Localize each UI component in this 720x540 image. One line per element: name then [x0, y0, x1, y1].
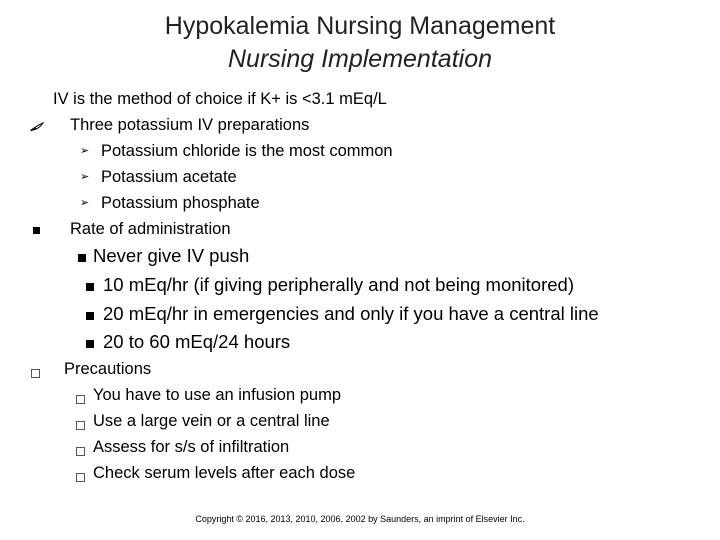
list-item: Potassium phosphate	[101, 194, 260, 212]
list-item: 20 to 60 mEq/24 hours	[103, 331, 291, 352]
arrowhead-bullet-icon: ➢	[80, 171, 90, 183]
list-item: Check serum levels after each dose	[93, 464, 356, 482]
box-bullet-icon	[76, 416, 85, 436]
square-bullet-icon	[33, 220, 40, 240]
list-item: Potassium acetate	[101, 168, 237, 186]
arrowhead-bullet-icon: ➢	[80, 145, 90, 157]
list-item: Use a large vein or a central line	[93, 412, 330, 430]
slide-title: Hypokalemia Nursing Management	[164, 12, 556, 40]
list-item: 10 mEq/hr (if giving peripherally and not being monitored)	[103, 274, 574, 295]
slide-subtitle: Nursing Implementation	[227, 45, 492, 73]
list-item: You have to use an infusion pump	[93, 386, 341, 404]
list-item: Potassium chloride is the most common	[101, 142, 393, 160]
square-bullet-icon	[86, 277, 94, 297]
list-item: IV is the method of choice if K+ is <3.1 mEq/L	[53, 90, 387, 108]
list-item: 20 mEq/hr in emergencies and only if you have a central line	[103, 303, 599, 324]
copyright-footer: Copyright © 2016, 2013, 2010, 2006, 2002 by Saunders, an imprint of Elsevier Inc.	[195, 514, 525, 524]
square-bullet-icon	[86, 306, 94, 326]
feather-bullet-icon	[30, 118, 44, 138]
box-bullet-icon	[76, 390, 85, 410]
box-bullet-icon	[76, 442, 85, 462]
list-item: Rate of administration	[70, 220, 231, 238]
square-bullet-icon	[78, 248, 86, 268]
box-bullet-icon	[31, 364, 40, 384]
arrowhead-bullet-icon: ➢	[80, 197, 90, 209]
list-item: Three potassium IV preparations	[70, 116, 310, 134]
list-item: Precautions	[64, 360, 152, 378]
square-bullet-icon	[86, 334, 94, 354]
box-bullet-icon	[76, 468, 85, 488]
list-item: Assess for s/s of infiltration	[93, 438, 290, 456]
list-item: Never give IV push	[93, 245, 250, 266]
